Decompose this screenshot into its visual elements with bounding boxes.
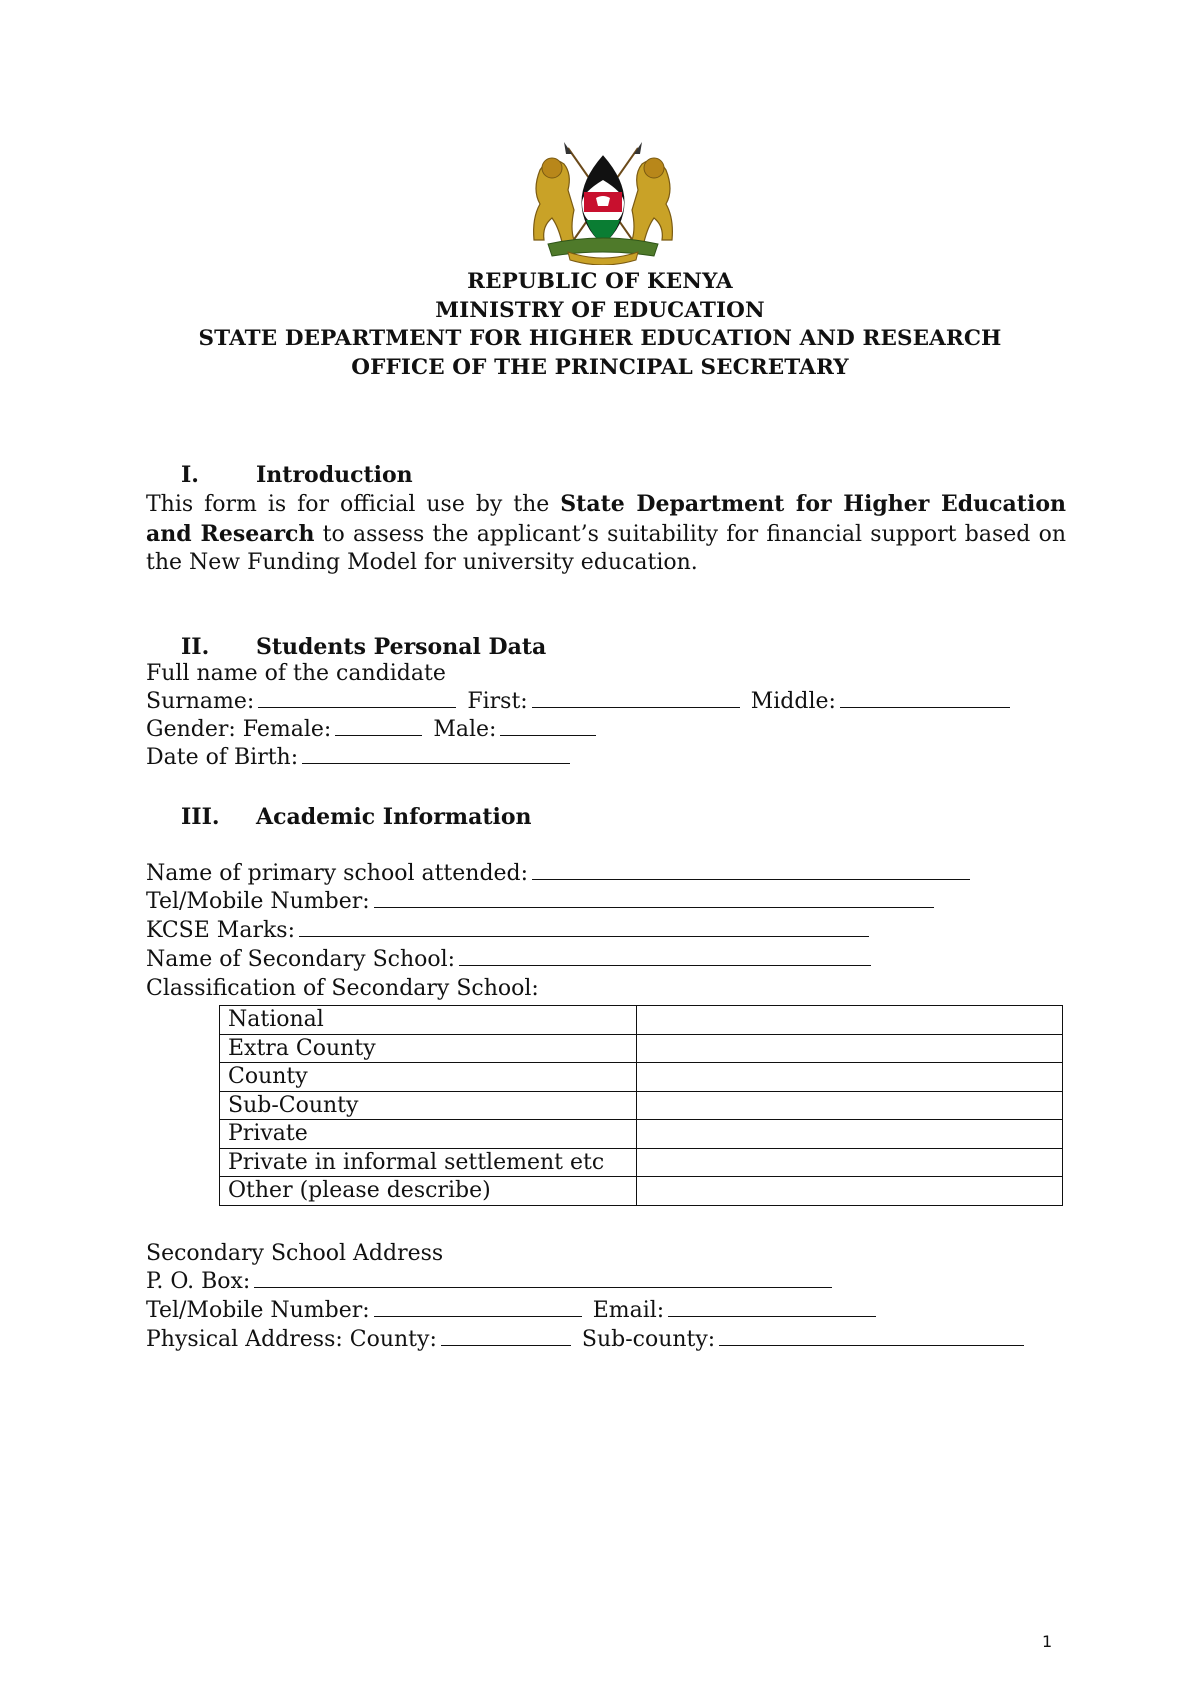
- surname-label: Surname:: [146, 689, 255, 714]
- table-row: [220, 1006, 1063, 1035]
- classification-label: Classification of Secondary School:: [146, 976, 539, 1001]
- dob-label: Date of Birth:: [146, 745, 299, 770]
- physical-address-row: [146, 1326, 1028, 1354]
- classification-cell[interactable]: [637, 1148, 1063, 1177]
- kcse-field[interactable]: [299, 918, 869, 937]
- table-row: [220, 1091, 1063, 1120]
- section-personal-data-heading: [181, 634, 546, 660]
- section-number: III.: [181, 804, 220, 830]
- section-title: Academic Information: [256, 804, 532, 830]
- primary-school-label: Name of primary school attended:: [146, 861, 529, 886]
- table-row: [220, 1034, 1063, 1063]
- section-academic-heading: [181, 804, 532, 830]
- section-number: II.: [181, 634, 210, 660]
- classification-table: [219, 1005, 1063, 1206]
- section-title: Introduction: [256, 462, 413, 488]
- first-label: First:: [467, 689, 528, 714]
- secondary-school-label: Name of Secondary School:: [146, 947, 456, 972]
- kcse-label: KCSE Marks:: [146, 918, 295, 943]
- middle-label: Middle:: [750, 689, 836, 714]
- tel-label: Tel/Mobile Number:: [146, 889, 370, 914]
- document-header: [0, 268, 1200, 382]
- first-name-field[interactable]: [532, 689, 740, 708]
- intro-text-bold: State Department for Higher Education and Research: [146, 491, 1066, 547]
- female-field[interactable]: [335, 717, 422, 736]
- page-number: 1: [1042, 1632, 1053, 1651]
- county-field[interactable]: [441, 1327, 571, 1346]
- secondary-school-field[interactable]: [459, 947, 871, 966]
- table-row: [220, 1120, 1063, 1149]
- classification-option: Private in informal settlement etc: [220, 1148, 637, 1177]
- table-row: [220, 1063, 1063, 1092]
- tel-row: [146, 888, 938, 916]
- dob-field[interactable]: [302, 745, 570, 764]
- gender-female-label: Gender: Female:: [146, 717, 332, 742]
- classification-cell[interactable]: [637, 1063, 1063, 1092]
- classification-option: National: [220, 1006, 637, 1035]
- tel-field[interactable]: [374, 889, 934, 908]
- classification-cell[interactable]: [637, 1120, 1063, 1149]
- section-title: Students Personal Data: [256, 634, 547, 660]
- middle-name-field[interactable]: [840, 689, 1010, 708]
- classification-option: Extra County: [220, 1034, 637, 1063]
- subcounty-label: Sub-county:: [581, 1327, 716, 1352]
- pobox-row: [146, 1268, 836, 1296]
- male-field[interactable]: [500, 717, 596, 736]
- full-name-label: Full name of the candidate: [146, 661, 446, 686]
- primary-school-field[interactable]: [532, 861, 970, 880]
- address-title: Secondary School Address: [146, 1241, 444, 1266]
- classification-cell[interactable]: [637, 1091, 1063, 1120]
- kenya-coat-of-arms-icon: [528, 140, 678, 265]
- primary-school-row: [146, 860, 974, 888]
- classification-option: County: [220, 1063, 637, 1092]
- gender-row: [146, 716, 600, 744]
- section-introduction-heading: [181, 462, 413, 488]
- surname-field[interactable]: [258, 689, 456, 708]
- name-row: [146, 688, 1014, 716]
- email-label: Email:: [592, 1298, 665, 1323]
- classification-cell[interactable]: [637, 1034, 1063, 1063]
- subcounty-field[interactable]: [719, 1327, 1024, 1346]
- tel2-field[interactable]: [374, 1298, 582, 1317]
- tel-email-row: [146, 1297, 880, 1325]
- header-state-department: STATE DEPARTMENT FOR HIGHER EDUCATION AND RESEARCH: [198, 326, 1002, 351]
- intro-text-a: This form is for official use by the: [146, 492, 561, 517]
- male-label: Male:: [433, 717, 497, 742]
- pobox-field[interactable]: [254, 1269, 832, 1288]
- header-office: OFFICE OF THE PRINCIPAL SECRETARY: [351, 354, 849, 380]
- introduction-paragraph: [146, 490, 1066, 578]
- header-republic: REPUBLIC OF KENYA: [467, 269, 733, 294]
- dob-row: [146, 744, 574, 772]
- intro-text-b: to assess the applicant’s suitability for financial support based on the New Funding Model for university education.: [146, 521, 1066, 575]
- classification-option: Private: [220, 1120, 637, 1149]
- section-number: I.: [181, 462, 199, 488]
- kcse-row: [146, 917, 873, 945]
- secondary-school-row: [146, 946, 875, 974]
- tel2-label: Tel/Mobile Number:: [146, 1298, 370, 1323]
- header-ministry: MINISTRY OF EDUCATION: [435, 297, 765, 323]
- classification-option: Other (please describe): [220, 1177, 637, 1206]
- classification-cell[interactable]: [637, 1006, 1063, 1035]
- classification-cell[interactable]: [637, 1177, 1063, 1206]
- county-label: Physical Address: County:: [146, 1327, 437, 1352]
- table-row: [220, 1148, 1063, 1177]
- table-row: [220, 1177, 1063, 1206]
- classification-option: Sub-County: [220, 1091, 637, 1120]
- pobox-label: P. O. Box:: [146, 1269, 251, 1294]
- email-field[interactable]: [668, 1298, 876, 1317]
